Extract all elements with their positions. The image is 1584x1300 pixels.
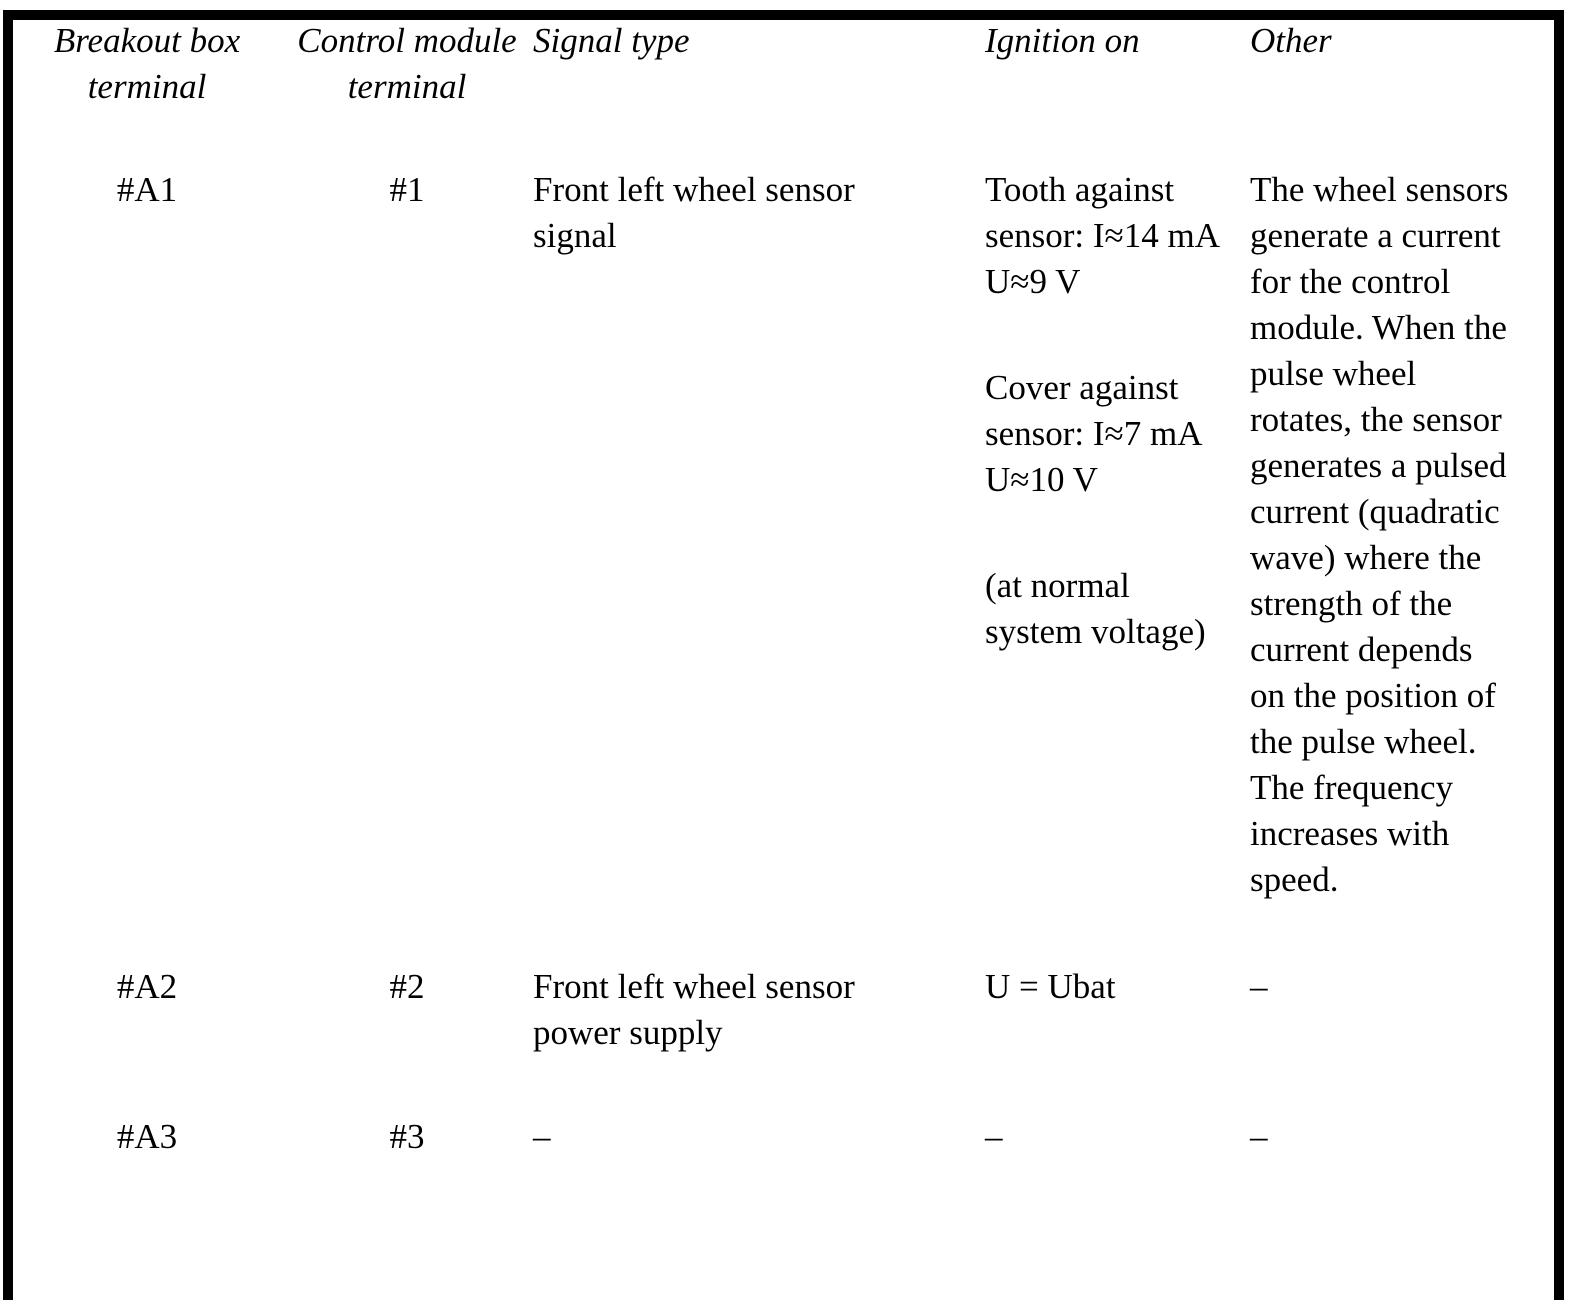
other-line: current (quadratic xyxy=(1250,492,1500,531)
row-a1-other xyxy=(1250,167,1509,903)
row-a3-signal-type: – xyxy=(533,1117,551,1156)
ignition-line: U≈10 V xyxy=(985,460,1098,499)
row-a2-breakout-terminal: #A2 xyxy=(116,967,178,1006)
other-line: rotates, the sensor xyxy=(1250,400,1502,439)
other-line: The wheel sensors xyxy=(1250,170,1509,209)
row-a1-signal-line: signal xyxy=(533,216,617,255)
ignition-line: sensor: I≈7 mA xyxy=(985,414,1203,453)
header-other: Other xyxy=(1250,21,1332,60)
row-a1-ignition-tooth xyxy=(985,167,1220,305)
ignition-line: system voltage) xyxy=(985,612,1206,651)
row-a3-other: – xyxy=(1250,1117,1268,1156)
row-a3-control-terminal: #3 xyxy=(389,1117,425,1156)
row-a2-control-terminal: #2 xyxy=(389,967,425,1006)
row-a2-signal-line: Front left wheel sensor xyxy=(533,967,855,1006)
header-breakout-box-terminal xyxy=(40,18,254,110)
row-a1-signal-type xyxy=(533,167,855,259)
row-a2-signal-type xyxy=(533,964,855,1056)
ignition-line: sensor: I≈14 mA xyxy=(985,216,1221,255)
other-line: for the control xyxy=(1250,262,1451,301)
other-line: wave) where the xyxy=(1250,538,1482,577)
other-line: increases with xyxy=(1250,814,1450,853)
row-a1-breakout-terminal: #A1 xyxy=(116,170,178,209)
ignition-line: (at normal xyxy=(985,566,1130,605)
row-a1-control-terminal: #1 xyxy=(389,170,425,209)
other-line: strength of the xyxy=(1250,584,1453,623)
header-ignition-on: Ignition on xyxy=(985,21,1140,60)
row-a1-ignition-cover xyxy=(985,365,1203,503)
other-line: generates a pulsed xyxy=(1250,446,1507,485)
header-signal-type: Signal type xyxy=(533,21,690,60)
row-a3-ignition: – xyxy=(985,1117,1003,1156)
row-a3-breakout-terminal: #A3 xyxy=(116,1117,178,1156)
row-a2-signal-line: power supply xyxy=(533,1013,723,1052)
other-line: module. When the xyxy=(1250,308,1507,347)
other-line: the pulse wheel. xyxy=(1250,722,1477,761)
ignition-line: U≈9 V xyxy=(985,262,1081,301)
other-line: on the position of xyxy=(1250,676,1496,715)
header-breakout-line2: terminal xyxy=(87,67,207,106)
header-control-line1: Control module xyxy=(297,21,517,60)
header-control-line2: terminal xyxy=(347,67,467,106)
header-breakout-line1: Breakout box xyxy=(53,21,241,60)
row-a2-ignition: U = Ubat xyxy=(985,967,1116,1006)
row-a2-other: – xyxy=(1250,967,1268,1006)
other-line: pulse wheel xyxy=(1250,354,1417,393)
header-control-module-terminal xyxy=(283,18,531,110)
row-a1-ignition-note xyxy=(985,563,1206,655)
other-line: current depends xyxy=(1250,630,1473,669)
ignition-line: Cover against xyxy=(985,368,1179,407)
ignition-line: Tooth against xyxy=(985,170,1175,209)
row-a1-signal-line: Front left wheel sensor xyxy=(533,170,855,209)
other-line: speed. xyxy=(1250,860,1339,899)
other-line: The frequency xyxy=(1250,768,1454,807)
other-line: generate a current xyxy=(1250,216,1501,255)
